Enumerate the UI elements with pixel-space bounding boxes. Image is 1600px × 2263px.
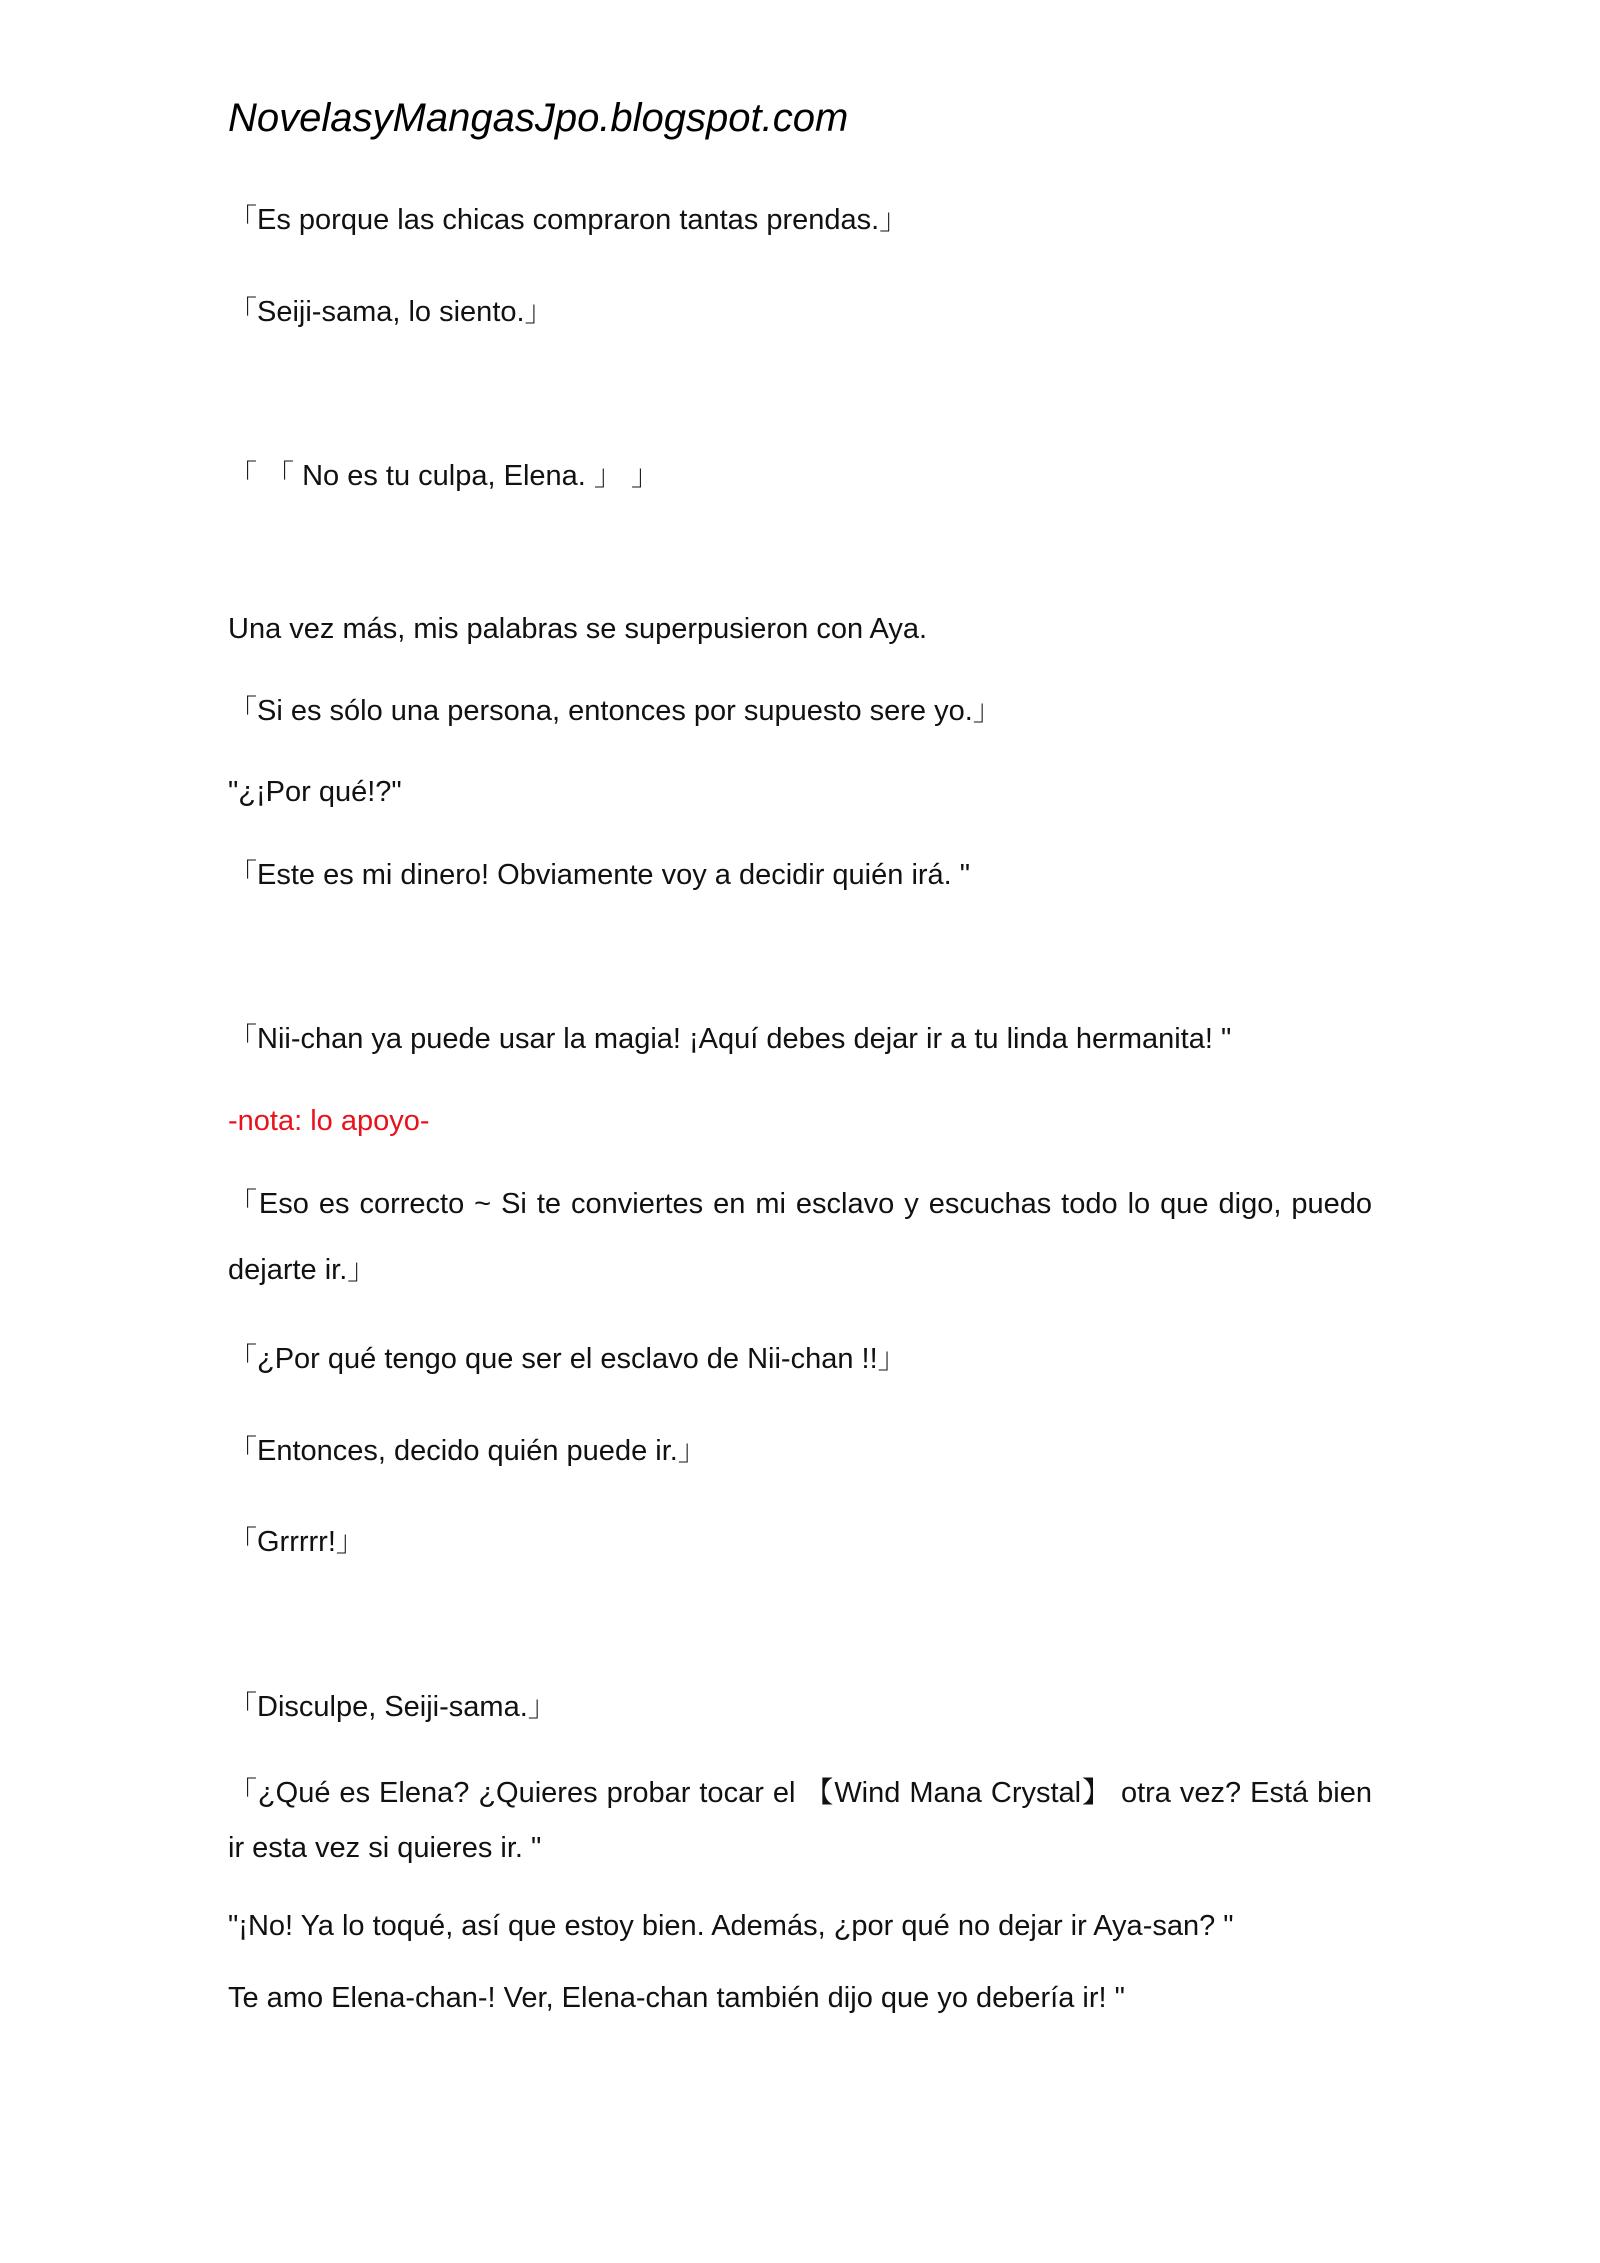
dialogue-line: "¿¡Por qué!?" [228,776,402,808]
site-title: NovelasyMangasJpo.blogspot.com [228,96,849,140]
dialogue-line: 「Entonces, decido quién puede ir.」 [228,1435,707,1467]
dialogue-line: 「Disculpe, Seiji-sama.」 [228,1691,557,1723]
translator-note: -nota: lo apoyo- [228,1105,430,1137]
dialogue-line: 「Si es sólo una persona, entonces por supuesto sere yo.」 [228,695,1002,727]
dialogue-line: 「¿Qué es Elena? ¿Quieres probar tocar el 【Wind Mana Crystal】 otra vez? Está bien ir esta vez si quieres ir. " [228,1777,1372,1864]
dialogue-line: 「Nii-chan ya puede usar la magia! ¡Aquí debes dejar ir a tu linda hermanita! " [228,1023,1232,1055]
dialogue-line: Te amo Elena-chan-! Ver, Elena-chan también dijo que yo debería ir! " [228,1982,1125,2014]
dialogue-line: 「 「 No es tu culpa, Elena. 」 」 [228,460,660,492]
dialogue-line: 「Eso es correcto ~ Si te conviertes en mi esclavo y escuchas todo lo que digo, puedo dejarte ir.」 [228,1188,1372,1286]
narration-line: Una vez más, mis palabras se superpusieron con Aya. [228,613,928,645]
dialogue-line: 「¿Por qué tengo que ser el esclavo de Nii-chan !!」 [228,1343,907,1375]
dialogue-line: 「Grrrrr!」 [228,1526,365,1558]
dialogue-line: "¡No! Ya lo toqué, así que estoy bien. Además, ¿por qué no dejar ir Aya-san? " [228,1910,1234,1942]
dialogue-line: 「Este es mi dinero! Obviamente voy a decidir quién irá. " [228,859,971,891]
dialogue-line: 「Es porque las chicas compraron tantas prendas.」 [228,204,909,236]
dialogue-line: 「Seiji-sama, lo siento.」 [228,296,554,328]
